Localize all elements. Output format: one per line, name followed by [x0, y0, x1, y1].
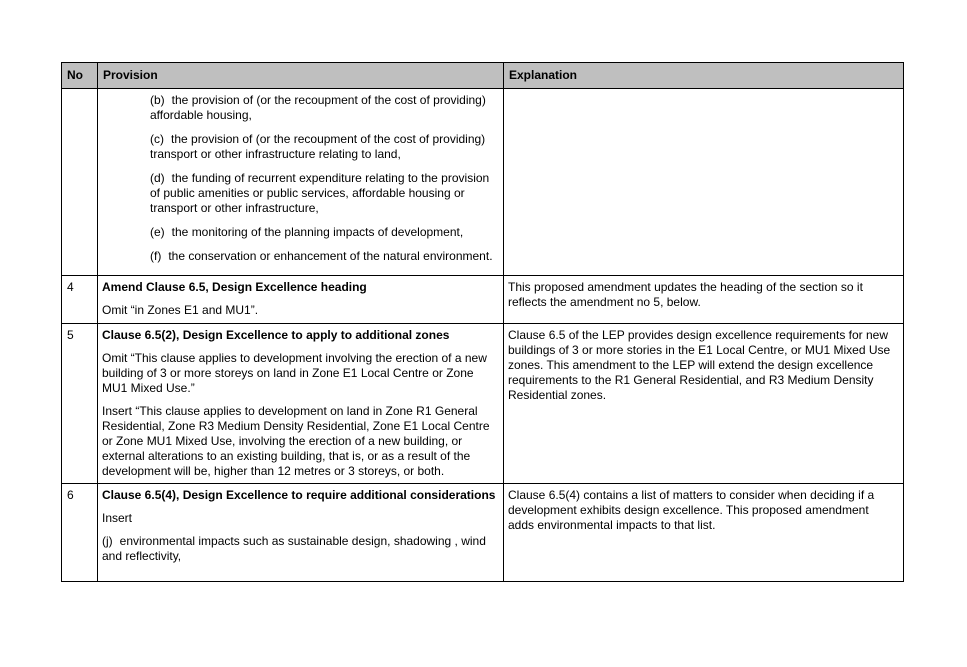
provision-paragraph-insert-word: Insert: [102, 511, 133, 525]
row-continuation-provision-cell: [98, 89, 504, 276]
list-item-text: environmental impacts such as sustainable design, shadowing , wind and reflectivity,: [102, 534, 486, 563]
explanation-paragraph: This proposed amendment updates the heading of the section so it reflects the amendment no 5, below.: [508, 280, 863, 309]
list-item-text: the provision of (or the recoupment of the cost of providing) transport or other infrastructure relating to land,: [150, 132, 486, 161]
provision-heading: Clause 6.5(2), Design Excellence to apply to additional zones: [102, 328, 450, 342]
list-item-text: the provision of (or the recoupment of the cost of providing) affordable housing,: [150, 93, 486, 122]
col-header-explanation: Explanation: [504, 63, 904, 89]
list-item-label: (j): [102, 534, 113, 548]
list-item-text: the monitoring of the planning impacts of development,: [171, 225, 464, 239]
table-row-6: [62, 484, 904, 582]
table-row-5: [62, 324, 904, 484]
row-continuation-explanation-cell: [504, 89, 904, 276]
list-item-text: the funding of recurrent expenditure relating to the provision of public amenities or public services, affordable housing or transport or other infrastructure,: [150, 171, 490, 215]
list-item: [150, 249, 497, 264]
explanation-paragraph: Clause 6.5 of the LEP provides design excellence requirements for new buildings of 3 or more stories in the E1 Local Centre, or MU1 Mixed Use zones. This amendment to the LEP will extend the design excellence requirements to the R1 General Residential, and R3 Medium Density Residential zones.: [508, 328, 891, 402]
list-item: [150, 93, 497, 123]
row-6-provision-cell: [98, 484, 504, 582]
list-item-label: (f): [150, 249, 162, 263]
row-5-explanation-cell: [504, 324, 904, 484]
table-row-continuation: [62, 89, 904, 276]
row-6-explanation-cell: [504, 484, 904, 582]
row-5-no-cell: 5: [62, 324, 98, 484]
list-item: [150, 132, 497, 162]
row-4-no-cell: 4: [62, 276, 98, 324]
list-item-label: (c): [150, 132, 164, 146]
provision-paragraph-insert: Insert “This clause applies to development on land in Zone R1 General Residential, Zone R3 Medium Density Residential, Zone E1 Local Centre or Zone MU1 Mixed Use, involving the erection of a new building, or external alterations to an existing building, that is, or as a result of the development will be, higher than 12 metres or 3 storeys, or both.: [102, 404, 490, 478]
list-item: [150, 171, 497, 216]
table-header-row: [62, 63, 904, 89]
list-item-label: (e): [150, 225, 165, 239]
row-5-provision-cell: [98, 324, 504, 484]
row-continuation-no-cell: [62, 89, 98, 276]
provision-list-item: [102, 534, 497, 564]
col-header-no: No: [62, 63, 98, 89]
provision-paragraph: Omit “in Zones E1 and MU1”.: [102, 303, 259, 317]
list-item: [150, 225, 497, 240]
col-header-provision: Provision: [98, 63, 504, 89]
list-item-label: (b): [150, 93, 165, 107]
table-row-4: [62, 276, 904, 324]
row-6-no-cell: 6: [62, 484, 98, 582]
row-4-explanation-cell: [504, 276, 904, 324]
list-item-label: (d): [150, 171, 165, 185]
explanation-paragraph: Clause 6.5(4) contains a list of matters to consider when deciding if a development exhibits design excellence. This proposed amendment adds environmental impacts to that list.: [508, 488, 875, 532]
provision-heading: Clause 6.5(4), Design Excellence to require additional considerations: [102, 488, 496, 502]
row-4-provision-cell: [98, 276, 504, 324]
amendments-table: [61, 62, 904, 582]
provision-heading: Amend Clause 6.5, Design Excellence heading: [102, 280, 367, 294]
list-item-text: the conservation or enhancement of the natural environment.: [168, 249, 493, 263]
provision-paragraph-omit: Omit “This clause applies to development involving the erection of a new building of 3 or more storeys on land in Zone E1 Local Centre or Zone MU1 Mixed Use.”: [102, 351, 487, 395]
